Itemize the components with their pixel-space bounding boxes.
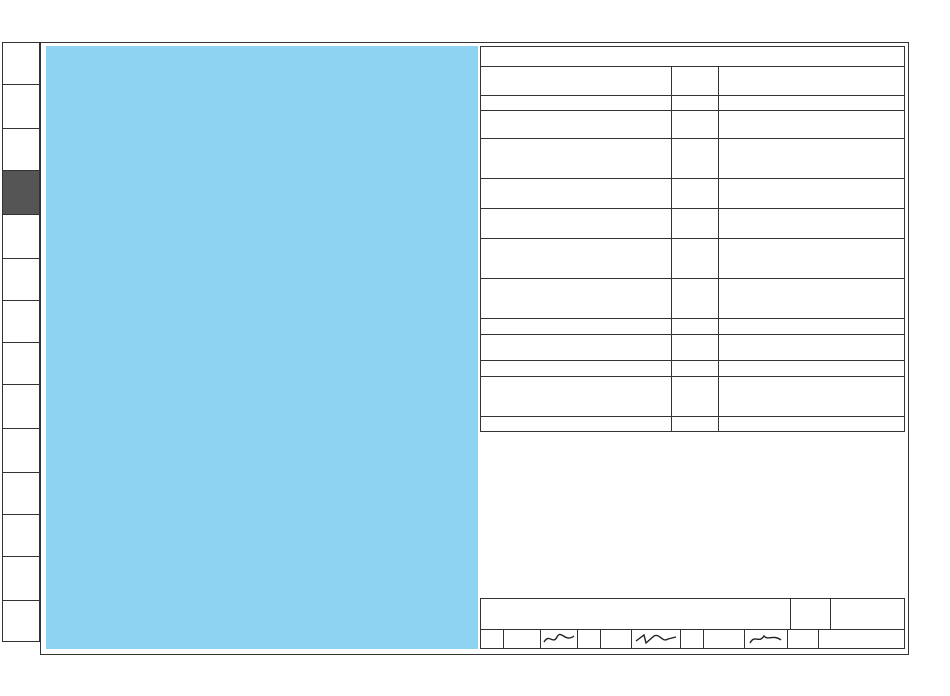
table-row: [481, 361, 905, 377]
text-panel: [46, 46, 478, 649]
table-row: [481, 335, 905, 361]
row-note: [719, 361, 905, 377]
atlas-number: [831, 599, 904, 629]
table-row: [481, 239, 905, 279]
left-tab-5[interactable]: [2, 300, 40, 342]
row-level: [672, 111, 719, 139]
left-tab-10[interactable]: [2, 514, 40, 556]
left-tab-11[interactable]: [2, 556, 40, 600]
page-number: [819, 630, 904, 648]
table-row: [481, 377, 905, 417]
row-name: [481, 139, 672, 179]
reviewer-signature: [541, 630, 578, 648]
row-note: [719, 179, 905, 209]
row-name: [481, 361, 672, 377]
checker-name: [601, 630, 632, 648]
row-level: [672, 377, 719, 417]
table-row: [481, 179, 905, 209]
row-note: [719, 279, 905, 319]
left-tab-9[interactable]: [2, 472, 40, 514]
left-tab-6[interactable]: [2, 342, 40, 384]
left-tab-7[interactable]: [2, 384, 40, 428]
row-level: [672, 179, 719, 209]
review-label: [481, 630, 504, 648]
drawing-title: [481, 599, 791, 629]
row-note: [719, 335, 905, 361]
row-level: [672, 279, 719, 319]
row-note: [719, 319, 905, 335]
row-note: [719, 209, 905, 239]
row-name: [481, 239, 672, 279]
row-level: [672, 417, 719, 432]
row-note: [719, 239, 905, 279]
table-row: [481, 139, 905, 179]
row-name: [481, 209, 672, 239]
row-name: [481, 111, 672, 139]
row-level: [672, 319, 719, 335]
row-name: [481, 319, 672, 335]
row-note: [719, 377, 905, 417]
title-block: [480, 598, 905, 649]
header-name: [481, 67, 672, 96]
row-note: [719, 417, 905, 432]
row-level: [672, 239, 719, 279]
reviewer-name: [504, 630, 541, 648]
left-tab-12[interactable]: [2, 600, 40, 642]
tab-contents-left[interactable]: [2, 42, 40, 84]
table-row: [481, 319, 905, 335]
row-level: [672, 139, 719, 179]
table-row: [481, 111, 905, 139]
table-row: [481, 96, 905, 111]
left-tab-2[interactable]: [2, 170, 40, 214]
left-tab-4[interactable]: [2, 258, 40, 300]
table-row: [481, 417, 905, 432]
left-tab-3[interactable]: [2, 214, 40, 258]
left-tab-8[interactable]: [2, 428, 40, 472]
row-name: [481, 417, 672, 432]
row-note: [719, 96, 905, 111]
row-level: [672, 96, 719, 111]
left-chapter-tabs: [2, 42, 40, 642]
row-note: [719, 111, 905, 139]
row-level: [672, 361, 719, 377]
row-name: [481, 179, 672, 209]
page-label: [788, 630, 819, 648]
header-note: [719, 67, 905, 96]
fire-rating-table: [480, 46, 905, 432]
designer-name: [704, 630, 745, 648]
row-name: [481, 279, 672, 319]
design-label: [681, 630, 704, 648]
row-name: [481, 377, 672, 417]
row-name: [481, 96, 672, 111]
row-level: [672, 335, 719, 361]
checker-signature: [632, 630, 681, 648]
table-caption: [481, 47, 905, 67]
designer-signature: [745, 630, 788, 648]
row-level: [672, 209, 719, 239]
check-label: [578, 630, 601, 648]
table-row: [481, 209, 905, 239]
left-tab-0[interactable]: [2, 84, 40, 128]
row-name: [481, 335, 672, 361]
header-level: [672, 67, 719, 96]
table-row: [481, 279, 905, 319]
row-note: [719, 139, 905, 179]
atlas-label: [791, 599, 832, 629]
left-tab-1[interactable]: [2, 128, 40, 170]
